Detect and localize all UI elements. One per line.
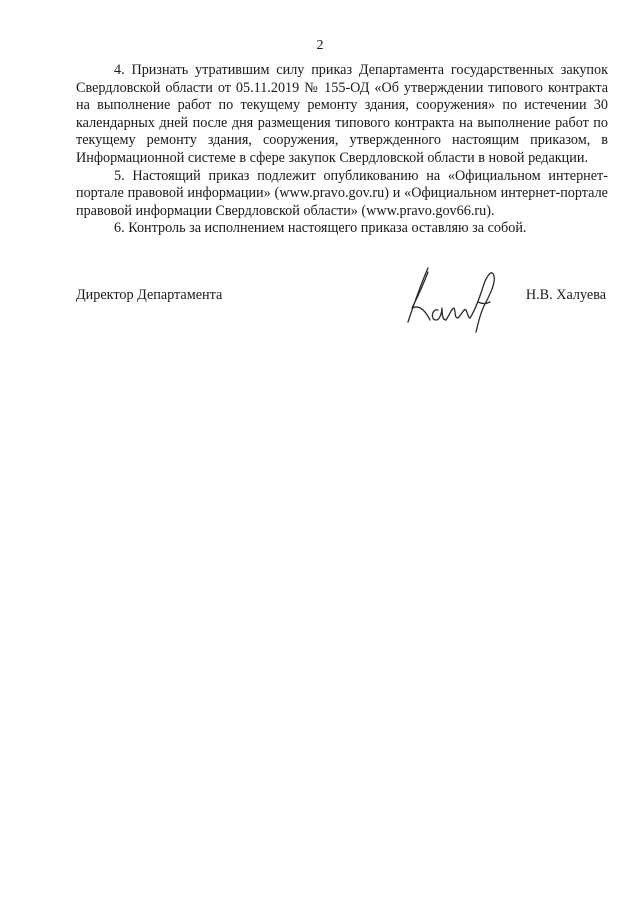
paragraph-item-5: 5. Настоящий приказ подлежит опубликованию на «Официальном интернет-портале правовой информации» (www.pravo.gov.ru) и «Официальном интернет-портале правовой информации Свердловской области» (www.pravo.gov66.ru). xyxy=(76,167,608,219)
paragraph-item-4: 4. Признать утратившим силу приказ Департамента государственных закупок Свердловской области от 05.11.2019 № 155-ОД «Об утверждении типового контракта на выполнение работ по текущему ремонту здания, сооружения» по истечении 30 календарных дней после дня размещения типового контракта на выполнение работ по текущему ремонту здания, сооружения, утвержденного настоящим приказом, в Информационной системе в сфере закупок Свердловской области в новой редакции. xyxy=(76,62,608,166)
page-number: 2 xyxy=(316,38,324,53)
document-body xyxy=(76,62,608,238)
signatory-title: Директор Департамента xyxy=(76,287,223,303)
handwritten-signature xyxy=(398,262,508,334)
paragraph-item-6: 6. Контроль за исполнением настоящего приказа оставляю за собой. xyxy=(114,220,527,237)
signatory-name: Н.В. Халуева xyxy=(525,287,606,303)
signature-block xyxy=(76,287,608,307)
